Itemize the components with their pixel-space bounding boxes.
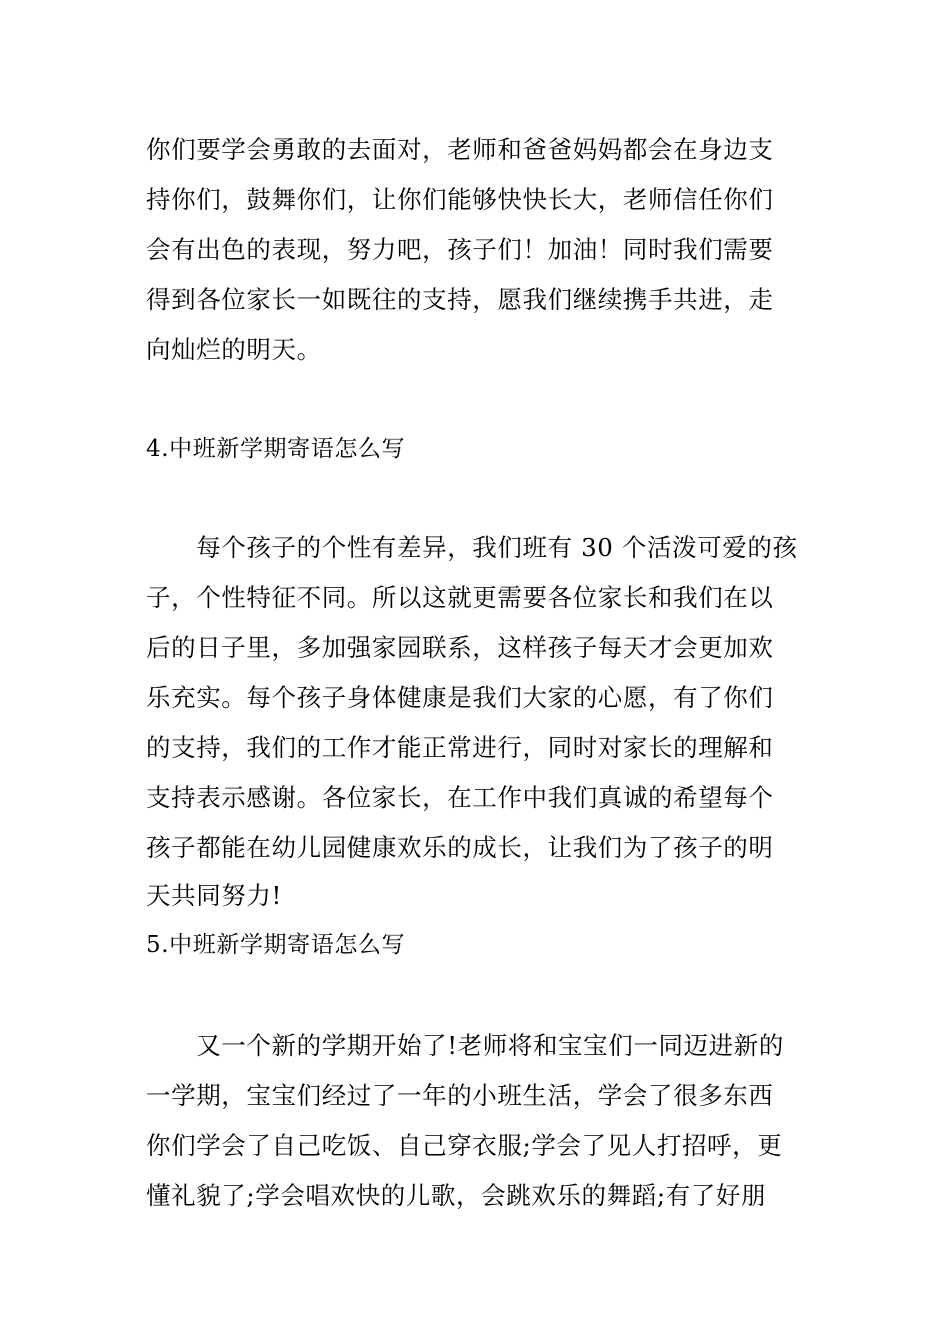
paragraph-line: 你们要学会勇敢的去面对，老师和爸爸妈妈都会在身边支	[146, 135, 774, 164]
section-heading: 5.中班新学期寄语怎么写	[146, 932, 406, 958]
paragraph-line: 天共同努力!	[146, 881, 282, 910]
paragraph-line: 向灿烂的明天。	[146, 335, 322, 364]
paragraph-line: 乐充实。每个孩子身体健康是我们大家的心愿，有了你们	[146, 683, 774, 712]
paragraph-line: 每个孩子的个性有差异，我们班有 30 个活泼可爱的孩	[146, 533, 798, 562]
paragraph-line: 又一个新的学期开始了!老师将和宝宝们一同迈进新的	[146, 1031, 784, 1060]
paragraph-line: 的支持，我们的工作才能正常进行，同时对家长的理解和	[146, 733, 774, 762]
paragraph-line: 会有出色的表现，努力吧，孩子们！加油！同时我们需要	[146, 235, 774, 264]
paragraph-line: 一学期，宝宝们经过了一年的小班生活，学会了很多东西	[146, 1081, 774, 1110]
paragraph-line: 支持表示感谢。各位家长，在工作中我们真诚的希望每个	[146, 783, 774, 812]
paragraph-line: 你们学会了自己吃饭、自己穿衣服;学会了见人打招呼，更	[146, 1131, 783, 1160]
paragraph-line: 得到各位家长一如既往的支持，愿我们继续携手共进，走	[146, 285, 774, 314]
paragraph-line: 后的日子里，多加强家园联系，这样孩子每天才会更加欢	[146, 633, 774, 662]
section-heading: 4.中班新学期寄语怎么写	[146, 436, 406, 462]
paragraph-line: 持你们，鼓舞你们，让你们能够快快长大，老师信任你们	[146, 185, 774, 214]
paragraph-line: 子，个性特征不同。所以这就更需要各位家长和我们在以	[146, 583, 774, 612]
paragraph-line: 孩子都能在幼儿园健康欢乐的成长，让我们为了孩子的明	[146, 833, 774, 862]
paragraph-line: 懂礼貌了;学会唱欢快的儿歌，会跳欢乐的舞蹈;有了好朋	[146, 1181, 767, 1210]
